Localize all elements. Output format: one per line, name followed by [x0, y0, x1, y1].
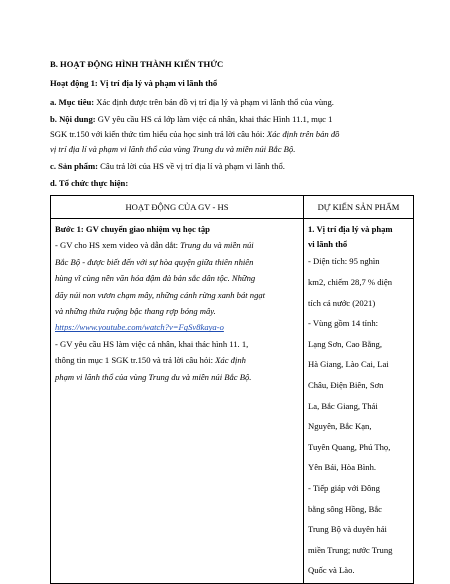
- left-line-7-text: thông tin mục 1 SGK tr.150 và trả lời câu hỏi:: [55, 355, 216, 366]
- content-label: b. Nội dung:: [50, 114, 96, 124]
- left-line-3: hùng vĩ cùng nền văn hóa đậm đà bản sắc dân tộc. Những: [55, 273, 256, 284]
- right-line-15: miền Trung; nước Trung: [308, 544, 393, 555]
- product-label: c. Sản phẩm:: [50, 161, 98, 171]
- right-line-12: - Tiếp giáp với Đông: [308, 482, 380, 493]
- table-row: [51, 219, 414, 584]
- content-line-2: [50, 128, 410, 141]
- table-header-row: [51, 196, 414, 219]
- activity-table: [50, 195, 414, 584]
- right-line-10: Tuyên Quang, Phú Thọ,: [308, 441, 391, 452]
- product-cell: [304, 219, 414, 584]
- activity-title: Hoạt động 1: Vị trí địa lý và phạm vi lãnh thổ: [50, 78, 218, 88]
- left-line-6: - GV yêu cầu HS làm việc cá nhân, khai thác hình 11. 1,: [55, 338, 249, 349]
- left-line-7: [55, 352, 299, 368]
- activity-cell: [51, 219, 304, 584]
- right-line-9: Nguyên, Bắc Kạn,: [308, 421, 372, 432]
- right-line-11: Yên Bái, Hòa Bình.: [308, 462, 377, 473]
- goal-text: Xác định được trên bản đồ vị trí địa lý và phạm vi lãnh thổ của vùng.: [94, 97, 334, 107]
- left-line-1-italic: Trung du và miền núi: [180, 240, 254, 251]
- step1-title: Bước 1: GV chuyển giao nhiệm vụ học tập: [55, 224, 210, 234]
- organize-label: d. Tổ chức thực hiện:: [50, 178, 129, 188]
- section-title: B. HOẠT ĐỘNG HÌNH THÀNH KIẾN THỨC: [50, 59, 224, 69]
- right-line-7: Châu, Điện Biên, Sơn: [308, 379, 384, 390]
- left-line-8: phạm vi lãnh thổ của vùng Trung du và miền núi Bắc Bộ.: [55, 371, 252, 382]
- goal-label: a. Mục tiêu:: [50, 97, 95, 107]
- video-link[interactable]: https://www.youtube.com/watch?v=FqSv8kaya-o: [55, 322, 224, 333]
- right-line-1: - Diện tích: 95 nghìn: [308, 256, 380, 267]
- left-line-2: Bắc Bộ - được biết đến với sự hòa quyện giữa thiên nhiên: [55, 256, 254, 267]
- col-header-product: DỰ KIẾN SẢN PHẨM: [304, 196, 414, 219]
- content-question-1: Xác định trên bản đồ: [266, 129, 340, 139]
- goal-line: [50, 96, 410, 109]
- left-line-1-text: - GV cho HS xem video và dẫn dắt:: [55, 240, 181, 251]
- video-link-line: [55, 319, 299, 335]
- col-header-activity: HOẠT ĐỘNG CỦA GV - HS: [51, 196, 304, 219]
- right-title-2: vi lãnh thổ: [308, 239, 348, 250]
- left-line-1: [55, 237, 299, 253]
- right-line-16: Quốc và Lào.: [308, 565, 355, 576]
- content-line-1: [50, 113, 410, 126]
- right-title-1: 1. Vị trí địa lý và phạm: [308, 224, 393, 234]
- content-text-2: SGK tr.150 với kiến thức tìm hiểu của học sinh trả lời câu hỏi:: [50, 129, 267, 139]
- right-line-4: - Vùng gồm 14 tỉnh:: [308, 318, 379, 329]
- content-question-2: vị trí địa lí và phạm vi lãnh thổ của vùng Trung du và miền núi Bắc Bộ.: [50, 144, 296, 154]
- right-line-8: La, Bắc Giang, Thái: [308, 400, 378, 411]
- right-line-14: Trung Bộ và duyên hải: [308, 524, 387, 535]
- right-line-6: Hà Giang, Lào Cai, Lai: [308, 359, 389, 370]
- right-line-3: tích cả nước (2021): [308, 297, 376, 308]
- product-text: Câu trả lời của HS về vị trí địa lí và phạm vi lãnh thổ.: [98, 161, 285, 171]
- left-line-7-italic: Xác định: [215, 355, 246, 366]
- right-line-2: km2, chiếm 28,7 % diện: [308, 277, 393, 287]
- right-line-13: bằng sông Hồng, Bắc: [308, 503, 382, 514]
- content-text-1: GV yêu cầu HS cả lớp làm việc cá nhân, khai thác Hình 11.1, mục 1: [95, 114, 333, 124]
- left-line-4: dãy núi non vươn chạm mây, những cánh rừng xanh bát ngạt: [55, 289, 266, 300]
- left-line-5: và những thửa ruộng bậc thang rợp bóng mây.: [55, 306, 216, 317]
- right-line-5: Lạng Sơn, Cao Bằng,: [308, 338, 383, 349]
- product-line: [50, 160, 410, 173]
